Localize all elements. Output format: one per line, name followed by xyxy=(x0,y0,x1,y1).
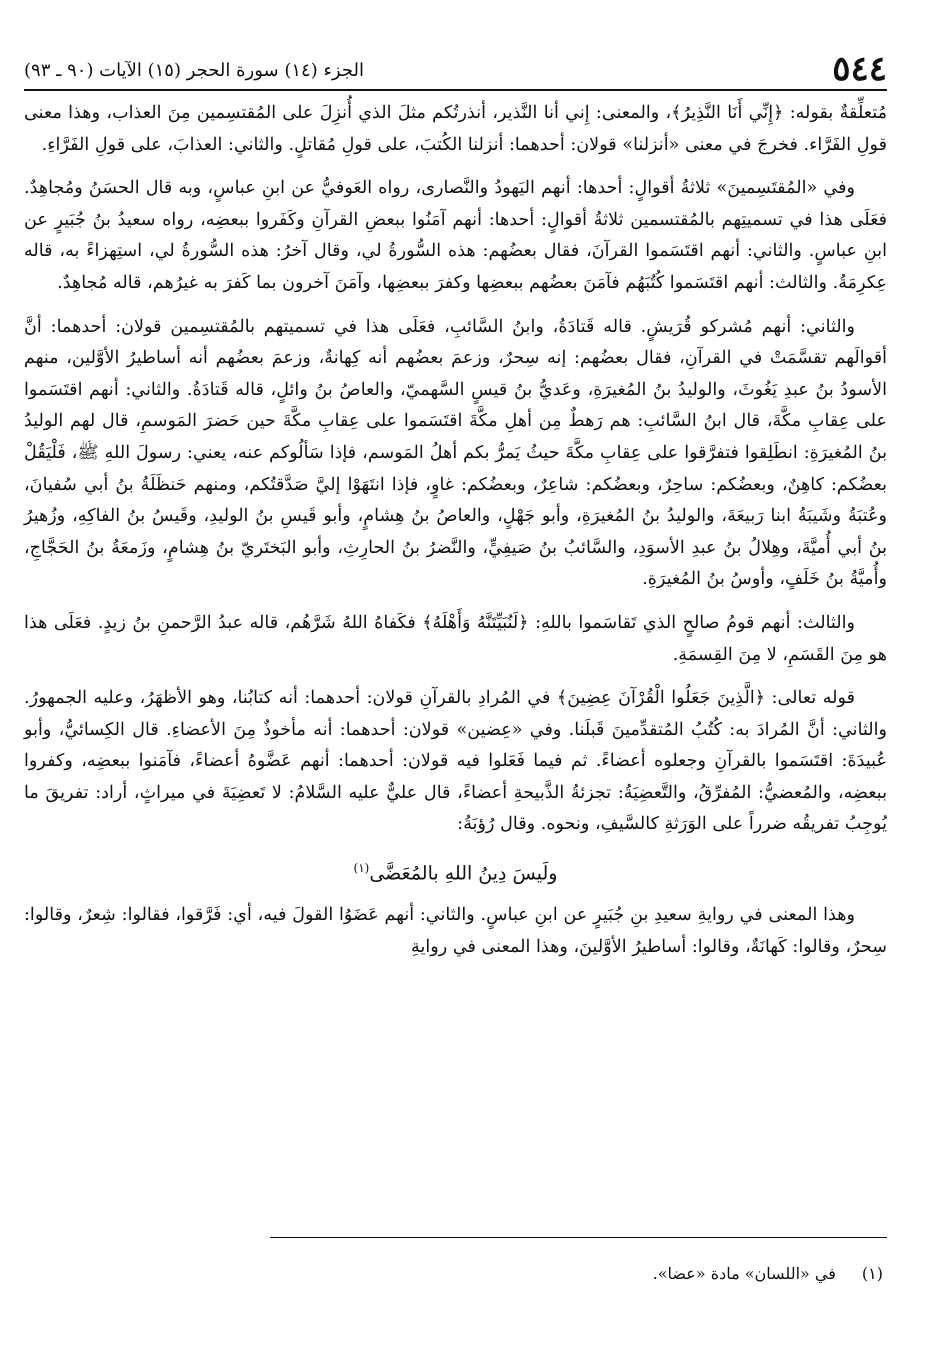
verse-text: ولَيسَ دِينُ اللهِ بالمُعَضَّى xyxy=(369,862,558,885)
paragraph xyxy=(24,173,887,299)
footnote-text: في «اللسان» مادة «عضا». xyxy=(652,1264,836,1283)
page-number: ٥٤٤ xyxy=(832,49,887,89)
paragraph xyxy=(24,98,887,161)
paragraph-text: مُتعلِّقةٌ بقوله: ﴿إِنِّي أَنَا النَّذِيرُ﴾، والمعنى: إِني أنا النَّذير، أنذرتُكم مثلَ الذي أُنزِلَ على المُقتسِمين مِنَ العذاب، وهذا معنى قولِ الفَرَّاء. فخرجَ في معنى «أنزلنا» قولان: أحدهما: أنزلنا الكُتبَ، على قولِ مُقاتلٍ. والثاني: العذابَ، على قولِ الفَرَّاءِ. xyxy=(24,103,887,155)
poetry-verse xyxy=(24,853,887,888)
paragraph xyxy=(24,608,887,671)
body-text xyxy=(24,98,887,976)
header-rule xyxy=(24,89,887,91)
paragraph-text: والثالث: أنهم قومُ صالحٍ الذي تَقاسَموا باللهِ: ﴿لَنُبَيِّتَنَّهُ وَأَهْلَهُ﴾ فكَفاهُ اللهُ شَرَّهُم، قاله عبدُ الرَّحمنِ بنُ زيدٍ. فعَلَى هذا هو مِنَ القَسَمِ، لا مِنَ القِسمَةِ. xyxy=(24,612,887,665)
footnote-rule xyxy=(270,1237,887,1238)
footnote-marker[interactable]: (١) xyxy=(353,861,370,876)
footnote xyxy=(24,1262,883,1286)
paragraph-text: وفي «المُقتَسِمينَ» ثلاثةُ أقوالٍ: أحدها: أنهم اليَهودُ والنَّصارى، رواه العَوفيُّ عن ابنِ عباسٍ، وبه قال الحسَنُ ومُجاهِدٌ. فعَلَى هذا في تسميتِهم بالمُقتسمين ثلاثةُ أقوالٍ: أحدها: أنهم آمَنُوا ببعضِ القرآنِ وكَفَروا ببعضِه، رواه سعيدُ بنُ جُبَيرٍ عن ابنِ عباسٍ. والثاني: أنهم اقتَسَموا القرآنَ، فقال بعضُهم: هذه السُّورةُ لي، وقال آخرُ: هذه السُّورةُ لي، استِهزاءً به، قاله عِكرِمَةُ. والثالث: أنهم اقتَسَموا كُتُبَهُم فآمَنَ بعضُهم ببعضِها وكفرَ ببعضِها، وآمَنَ آخرون بما كَفرَ به غيرُهم، قاله مُجاهِدٌ. xyxy=(24,178,887,293)
paragraph-text: قوله تعالى: ﴿الَّذِينَ جَعَلُوا الْقُرْآنَ عِضِينَ﴾ في المُرادِ بالقرآنِ قولان: أحدهما: أنه كتابُنا، وهو الأظهَرُ، وعليه الجمهورُ. والثاني: أنَّ المُرادَ به: كُتُبُ المُتقدِّمينَ قَبلَنا. وفي «عِضين» قولان: أحدهما: أنه مأخوذٌ مِنَ الأعضاءِ. قال الكِسائيُّ، وأبو عُبيدَةَ: اقتَسَموا بالقرآنِ وجعلوه أعضاءً. ثم فيما فَعَلوا فيه قولان: أحدهما: أنهم عَضَّوهُ أعضاءً، فآمَنوا ببعضِه، وكفروا ببعضِه، والمُعضيُّ: المُفرِّقُ، والتَّعضِيَةُ: تجزئةُ الذَّبيحةِ أعضاءً، قال عليٌّ عليه السَّلامُ: لا تَعضِيَةَ في ميراثٍ، أراد: تفريقَ ما يُوجِبُ تفريقُه ضرراً على الوَرَثةِ كالسَّيفِ، ونحوه. وقال رُؤبَةُ: xyxy=(24,688,887,835)
paragraph xyxy=(24,683,887,841)
paragraph xyxy=(24,312,887,596)
page-header xyxy=(24,30,887,89)
footnote-number: (١) xyxy=(861,1264,883,1283)
paragraph xyxy=(24,900,887,963)
paragraph-text: والثاني: أنهم مُشركو قُرَيشٍ. قاله قَتادَةُ، وابنُ السَّائبِ، فعَلَى هذا في تسميتهم بالمُقتسِمين قولان: أحدهما: أنَّ أقوالَهم تقسَّمَتْ في القرآنِ، فقال بعضُهم: إنه سِحرٌ، وزعمَ بعضُهم أنه كِهانةٌ، وزعمَ بعضُهم أنه أساطيرُ الأوَّلين، منهم الأسودُ بنُ عبدِ يَغُوثَ، والوليدُ بنُ المُغيرَةِ، وعَديُّ بنُ قيسٍ السَّهميّ، والعاصُ بنُ وائلٍ، قاله قَتادَةُ. والثاني: أنهم اقتَسَموا على عِقابِ مكَّةَ، قال ابنُ السَّائبِ: هم رَهطٌ مِن أهلِ مكَّةَ اقتَسَموا على عِقابِ مكَّةَ حين حَضرَ المَوسمِ، قال لهم الوليدُ بنُ المُغيرَةِ: انطَلِقوا فتفرَّقوا على عِقابِ مكَّةَ حيثُ يَمرُّ بكم أهلُ المَوسم، فإذا سَألُوكم عنه، يعني: رسولَ اللهِ ﷺ، فَلْيَقُلْ بعضُكم: كاهِنٌ، وبعضُكم: ساحِرٌ، وبعضُكم: شاعِرٌ، وبعضُكم: غاوٍ، فإذا انتَهَوْا إليَّ صَدَّقتُكم، ومنهم حَنظَلَةُ بنُ أبي سُفيانَ، وعُتبَةُ وشَيبَةُ ابنا رَبيعَةَ، والوليدُ بنُ المُغيرَةِ، وأبو جَهْلٍ، والعاصُ بنُ هِشامٍ، وأبو قَيسِ بنُ الوليدِ، وقَيسُ بنُ الفاكِهِ، وزُهيرُ بنُ أبي أُميَّةَ، وهِلالُ بنُ عبدِ الأسوَدِ، والسَّائبُ بنُ صَيفِيٍّ، والنَّضرُ بنُ الحارِثِ، وأبو البَختَريّ بنُ هِشامٍ، وزَمعَةُ بنُ الحَجَّاجِ، وأُميَّةُ بنُ خَلَفٍ، وأوسُ بنُ المُغيرَةِ. xyxy=(24,316,887,590)
paragraph-text: وهذا المعنى في روايةِ سعيدِ بنِ جُبَيرٍ عن ابنِ عباسٍ. والثاني: أنهم عَضَوُا القولَ فيه، أي: فَرَّقوا، فقالوا: شِعرٌ، وقالوا: سِحرٌ، وقالوا: كَهانَةٌ، وقالوا: أساطيرُ الأوَّلينَ، وهذا المعنى في روايةِ xyxy=(24,905,887,957)
running-head: الجزء (١٤) سورة الحجر (١٥) الآيات (٩٠ ـ ٩٣) xyxy=(24,60,364,81)
